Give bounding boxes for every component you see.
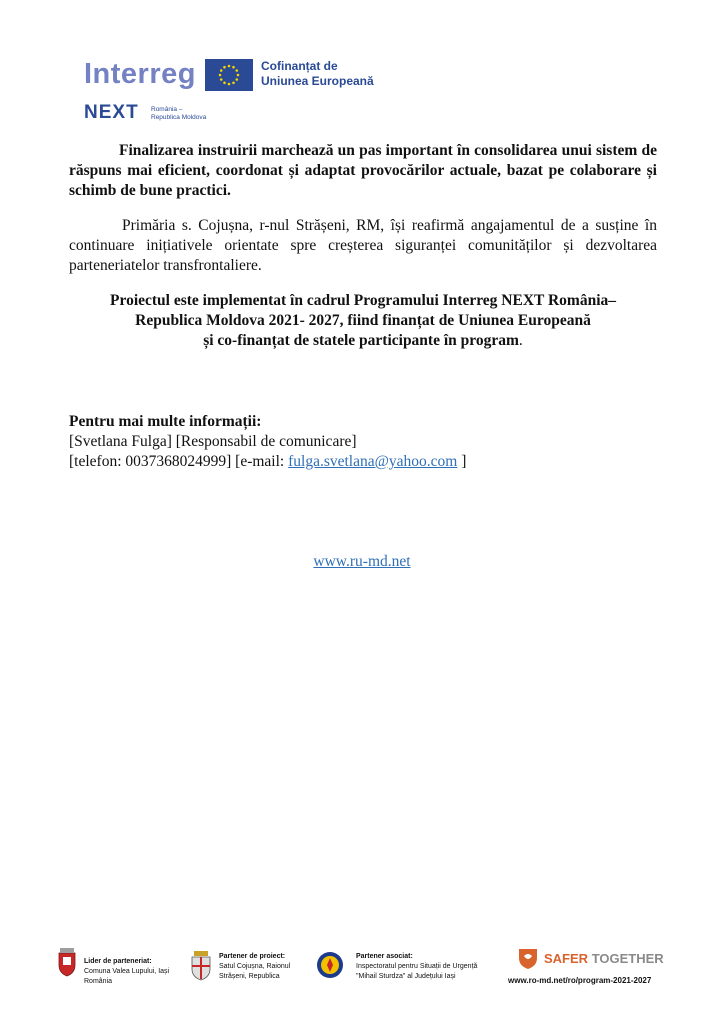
associated-partner-block (356, 952, 477, 982)
eu-star-icon (219, 74, 222, 77)
interreg-logo-text: Interreg (84, 58, 196, 90)
eu-star-icon (228, 83, 231, 86)
paragraph-1-text: Finalizarea instruirii marchează un pas important în consolidarea unui sistem de răspuns mai eficient, coordonat și adaptat provocărilor actuale, bazat pe colaborare și schimb de bune practici. (69, 142, 657, 199)
cofinantat-label (261, 59, 374, 89)
eu-star-icon (235, 78, 238, 81)
next-subtitle (151, 106, 206, 122)
project-line-2: Republica Moldova 2021- 2027, fiind finanțat de Uniunea Europeană (135, 312, 591, 329)
contact-title: Pentru mai multe informații: (69, 413, 262, 430)
project-line-1: Proiectul este implementat în cadrul Programului Interreg NEXT România– (110, 292, 616, 309)
project-partner-title: Partener de proiect: (219, 953, 286, 960)
paragraph-training-conclusion (69, 141, 657, 201)
next-subtitle-line2: Republica Moldova (151, 114, 207, 121)
lead-partner-line-1: Comuna Valea Lupului, Iași (84, 968, 170, 975)
eu-star-icon (235, 69, 238, 72)
associated-partner-line-2: "Mihail Sturdza" al Județului Iași (356, 973, 456, 980)
eu-star-icon (220, 78, 223, 81)
associated-partner-line-1: Inspectoratul pentru Situații de Urgență (356, 963, 478, 970)
project-partner-line-1: Satul Cojușna, Raionul (219, 963, 291, 970)
next-logo-text: NEXT (84, 102, 139, 123)
eu-flag-icon (205, 59, 253, 91)
contact-line-2-suffix: ] (457, 453, 467, 470)
website-link[interactable]: www.ru-md.net (313, 553, 411, 570)
project-funding-statement (69, 291, 657, 351)
project-partner-block (219, 952, 290, 982)
paragraph-2-text: Primăria s. Cojușna, r-nul Strășeni, RM, își reafirmă angajamentul de a susține în continuare inițiativele orientate spre creșterea siguranței comunităților și dezvoltarea parteneriatelor transfrontaliere. (69, 217, 657, 274)
cofinantat-line1: Cofinanțat de (261, 59, 338, 73)
eu-star-icon (232, 66, 235, 69)
safer-word: SAFER (544, 951, 589, 966)
isu-emblem-icon (316, 951, 344, 979)
contact-info (69, 412, 466, 472)
eu-star-icon (232, 81, 235, 84)
valea-lupului-crest-icon (56, 947, 78, 977)
safer-together-shield-icon (516, 946, 540, 970)
contact-line-2-prefix: [telefon: 0037368024999] [e-mail: (69, 453, 289, 470)
eu-star-icon (223, 66, 226, 69)
project-line-3-dot: . (518, 332, 523, 349)
project-partner-line-2: Strășeni, Republica (219, 973, 280, 980)
website-row (0, 553, 724, 571)
cojusna-crest-icon (190, 951, 212, 981)
lead-partner-block (84, 957, 169, 987)
program-url[interactable]: www.ro-md.net/ro/program-2021-2027 (508, 976, 652, 985)
email-link[interactable]: fulga.svetlana@yahoo.com (288, 453, 458, 470)
lead-partner-title: Lider de parteneriat: (84, 958, 152, 965)
cofinantat-line2: Uniunea Europeană (261, 74, 374, 88)
eu-star-icon (237, 74, 240, 77)
contact-line-1: [Svetlana Fulga] [Responsabil de comunicare] (69, 433, 357, 450)
eu-star-icon (228, 65, 231, 68)
eu-star-icon (223, 81, 226, 84)
together-word: TOGETHER (591, 951, 664, 966)
lead-partner-line-2: România (84, 978, 113, 985)
safer-together-logo (544, 951, 664, 966)
eu-star-icon (220, 69, 223, 72)
paragraph-commitment (69, 216, 657, 276)
project-line-3: și co-finanțat de statele participante în program (203, 332, 519, 349)
associated-partner-title: Partener asociat: (356, 953, 413, 960)
next-subtitle-line1: România – (151, 106, 183, 113)
